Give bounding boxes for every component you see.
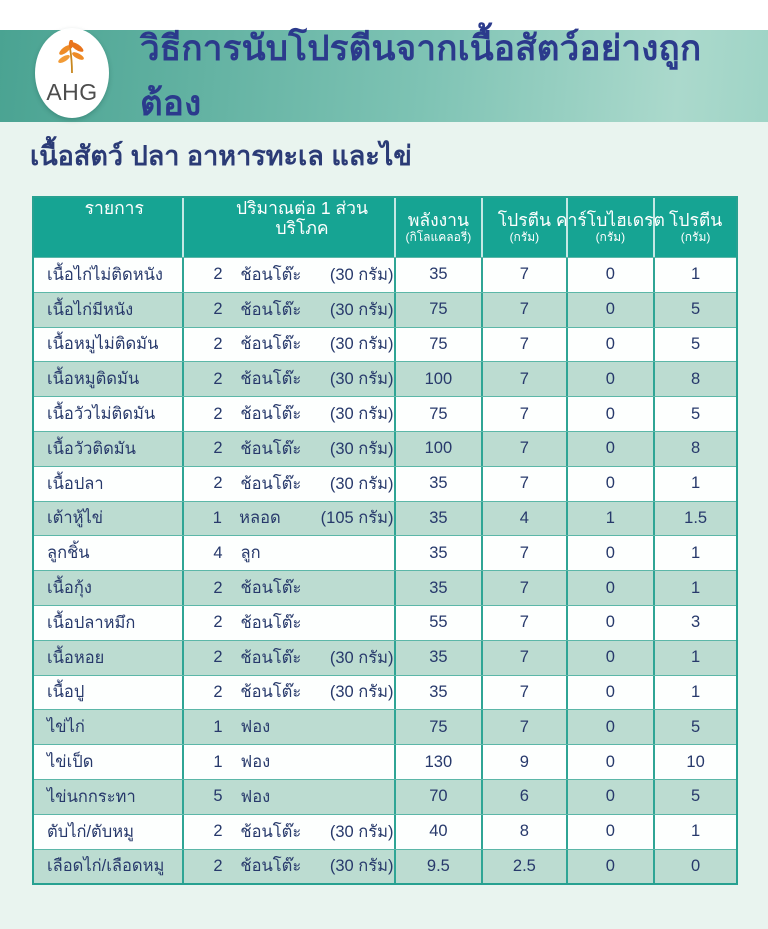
- energy-value: 130: [396, 745, 484, 779]
- serving-qty: 1: [213, 717, 223, 736]
- carb-value: 0: [568, 293, 656, 327]
- col-header-carbohydrate: [555, 198, 665, 257]
- serving-cell: [184, 571, 396, 605]
- protein-value: 7: [483, 641, 567, 675]
- protein-value: 7: [483, 606, 567, 640]
- serving-qty: 2: [213, 822, 223, 841]
- energy-value: 100: [396, 362, 484, 396]
- wheat-sprig-icon: [54, 40, 90, 79]
- fat-value: 1: [691, 822, 701, 841]
- serving-cell: [184, 676, 396, 710]
- serving-note: (30 กรัม): [329, 439, 394, 458]
- table-row: [34, 709, 736, 744]
- item-name: เนื้อปลาหมึก: [34, 606, 184, 640]
- serving-unit: ช้อนโต๊ะ: [240, 335, 302, 354]
- carb-value: 0: [568, 571, 656, 605]
- col-header-unit: (กิโลแคลอรี่): [405, 230, 472, 245]
- fat-value: 5: [691, 787, 701, 806]
- item-name: ลูกชิ้น: [34, 536, 184, 570]
- fat-value: 5: [691, 334, 701, 353]
- serving-unit: ช้อนโต๊ะ: [240, 579, 302, 598]
- item-name: ตับไก่/ตับหมู: [34, 815, 184, 849]
- energy-value: 75: [396, 710, 484, 744]
- serving-unit: ช้อนโต๊ะ: [240, 300, 302, 319]
- item-name: เต้าหู้ไข่: [34, 502, 184, 536]
- serving-note: (30 กรัม): [329, 474, 394, 493]
- item-name: เนื้อปลา: [34, 467, 184, 501]
- serving-cell: [184, 258, 396, 292]
- protein-value: 8: [483, 815, 567, 849]
- energy-value: 35: [396, 258, 484, 292]
- serving-qty: 5: [213, 787, 223, 806]
- serving-qty: 2: [213, 474, 223, 493]
- protein-table: [32, 196, 738, 885]
- protein-value: 7: [483, 432, 567, 466]
- carb-value: 0: [568, 710, 656, 744]
- serving-cell: [184, 606, 396, 640]
- item-name: เลือดไก่/เลือดหมู: [34, 850, 184, 884]
- protein-value: 9: [483, 745, 567, 779]
- serving-unit: ช้อนโต๊ะ: [240, 439, 302, 458]
- serving-qty: 2: [213, 439, 223, 458]
- table-row: [34, 396, 736, 431]
- serving-note: (30 กรัม): [329, 300, 394, 319]
- energy-value: 75: [396, 397, 484, 431]
- serving-cell: [184, 397, 396, 431]
- serving-unit: ลูก: [240, 544, 261, 563]
- energy-value: 35: [396, 571, 484, 605]
- item-name: เนื้อกุ้ง: [34, 571, 184, 605]
- carb-value: 0: [568, 815, 656, 849]
- energy-value: 35: [396, 502, 484, 536]
- energy-value: 9.5: [396, 850, 484, 884]
- col-header-label: โปรตีน: [497, 210, 551, 231]
- carb-value: 0: [568, 606, 656, 640]
- carb-value: 0: [568, 432, 656, 466]
- protein-value: 7: [483, 362, 567, 396]
- serving-qty: 2: [213, 404, 223, 423]
- item-name: เนื้อปู: [34, 676, 184, 710]
- carb-value: 1: [568, 502, 656, 536]
- energy-value: 55: [396, 606, 484, 640]
- protein-value: 7: [483, 258, 567, 292]
- protein-value: 7: [483, 571, 567, 605]
- carb-value: 0: [568, 258, 656, 292]
- table-row: [34, 744, 736, 779]
- fat-value: 1: [691, 265, 701, 284]
- fat-value: 3: [691, 613, 701, 632]
- fat-value: 1: [691, 682, 701, 701]
- serving-qty: 2: [213, 578, 223, 597]
- serving-unit: ช้อนโต๊ะ: [240, 822, 302, 841]
- col-header-energy: [396, 198, 484, 257]
- energy-value: 35: [396, 641, 484, 675]
- serving-cell: [184, 536, 396, 570]
- serving-cell: [184, 502, 396, 536]
- protein-value: 7: [483, 710, 567, 744]
- table-row: [34, 257, 736, 292]
- serving-qty: 2: [213, 648, 223, 667]
- serving-note: (30 กรัม): [329, 405, 394, 424]
- energy-value: 35: [396, 467, 484, 501]
- col-header-label: รายการ: [84, 198, 144, 218]
- table-row: [34, 501, 736, 536]
- serving-unit: หลอด: [239, 509, 281, 528]
- item-name: ไข่ไก่: [34, 710, 184, 744]
- energy-value: 70: [396, 780, 484, 814]
- serving-cell: [184, 815, 396, 849]
- serving-cell: [184, 432, 396, 466]
- serving-qty: 1: [213, 752, 223, 771]
- section-subtitle: เนื้อสัตว์ ปลา อาหารทะเล และไข่: [30, 141, 412, 171]
- serving-qty: 2: [213, 334, 223, 353]
- serving-unit: ช้อนโต๊ะ: [240, 857, 302, 876]
- energy-value: 35: [396, 536, 484, 570]
- col-header-unit: (กรัม): [595, 230, 626, 245]
- col-header-unit: (กรัม): [509, 230, 540, 245]
- serving-note: (105 กรัม): [320, 509, 394, 528]
- table-row: [34, 431, 736, 466]
- fat-value: 1.5: [684, 508, 708, 527]
- fat-value: 8: [691, 439, 701, 458]
- serving-note: (30 กรัม): [329, 683, 394, 702]
- serving-qty: 1: [212, 508, 222, 527]
- table-row: [34, 361, 736, 396]
- serving-note: (30 กรัม): [329, 822, 394, 841]
- serving-cell: [184, 362, 396, 396]
- col-header-serving: [184, 198, 396, 257]
- table-header-row: [34, 198, 736, 257]
- serving-cell: [184, 850, 396, 884]
- serving-cell: [184, 467, 396, 501]
- col-header-protein: [483, 198, 567, 257]
- col-header-unit: (กรัม): [680, 230, 711, 245]
- table-row: [34, 849, 736, 884]
- serving-note: (30 กรัม): [329, 335, 394, 354]
- item-name: ไข่นกกระทา: [34, 780, 184, 814]
- fat-value: 10: [686, 752, 705, 771]
- col-header-label: ปริมาณต่อ 1 ส่วนบริโภค: [236, 198, 368, 239]
- serving-qty: 2: [213, 300, 223, 319]
- carb-value: 0: [568, 641, 656, 675]
- serving-unit: ช้อนโต๊ะ: [240, 474, 302, 493]
- table-row: [34, 675, 736, 710]
- col-header-label: โปรตีน: [668, 210, 723, 231]
- energy-value: 75: [396, 328, 484, 362]
- energy-value: 40: [396, 815, 484, 849]
- serving-qty: 2: [213, 682, 223, 701]
- item-name: เนื้อวัวติดมัน: [34, 432, 184, 466]
- serving-note: (30 กรัม): [329, 648, 394, 667]
- serving-cell: [184, 328, 396, 362]
- ahg-logo: [35, 28, 109, 118]
- energy-value: 35: [396, 676, 484, 710]
- serving-unit: ฟอง: [240, 787, 271, 806]
- serving-note: (30 กรัม): [329, 265, 394, 284]
- fat-value: 5: [691, 300, 701, 319]
- serving-unit: ฟอง: [240, 753, 271, 772]
- protein-value: 7: [483, 397, 567, 431]
- carb-value: 0: [568, 397, 656, 431]
- fat-value: 1: [691, 474, 701, 493]
- energy-value: 75: [396, 293, 484, 327]
- table-row: [34, 640, 736, 675]
- serving-unit: ช้อนโต๊ะ: [240, 648, 302, 667]
- carb-value: 0: [568, 745, 656, 779]
- protein-value: 4: [483, 502, 567, 536]
- fat-value: 5: [691, 404, 701, 423]
- protein-value: 7: [483, 328, 567, 362]
- fat-value: 1: [691, 578, 701, 597]
- table-row: [34, 327, 736, 362]
- table-body: [34, 257, 736, 883]
- serving-qty: 4: [213, 543, 223, 562]
- carb-value: 0: [568, 850, 656, 884]
- col-header-item: [34, 198, 184, 257]
- carb-value: 0: [568, 780, 656, 814]
- carb-value: 0: [568, 676, 656, 710]
- fat-value: 1: [691, 648, 701, 667]
- serving-cell: [184, 293, 396, 327]
- protein-value: 7: [483, 467, 567, 501]
- item-name: เนื้อหอย: [34, 641, 184, 675]
- carb-value: 0: [568, 328, 656, 362]
- col-header-label: พลังงาน: [407, 210, 469, 231]
- protein-value: 7: [483, 536, 567, 570]
- fat-value: 8: [691, 369, 701, 388]
- fat-value: 1: [691, 543, 701, 562]
- item-name: เนื้อหมูติดมัน: [34, 362, 184, 396]
- table-row: [34, 605, 736, 640]
- item-name: เนื้อวัวไม่ติดมัน: [34, 397, 184, 431]
- fat-value: 5: [691, 717, 701, 736]
- serving-qty: 2: [213, 265, 223, 284]
- table-row: [34, 779, 736, 814]
- serving-note: (30 กรัม): [329, 370, 394, 389]
- serving-cell: [184, 641, 396, 675]
- serving-cell: [184, 780, 396, 814]
- item-name: ไข่เป็ด: [34, 745, 184, 779]
- serving-unit: ช้อนโต๊ะ: [240, 405, 302, 424]
- serving-unit: ช้อนโต๊ะ: [240, 683, 302, 702]
- table-row: [34, 570, 736, 605]
- serving-qty: 2: [213, 613, 223, 632]
- serving-unit: ช้อนโต๊ะ: [240, 265, 302, 284]
- protein-value: 2.5: [483, 850, 567, 884]
- table-row: [34, 292, 736, 327]
- fat-value: 0: [691, 856, 701, 875]
- carb-value: 0: [568, 536, 656, 570]
- logo-text: AHG: [46, 79, 98, 105]
- serving-cell: [184, 745, 396, 779]
- protein-value: 6: [483, 780, 567, 814]
- serving-note: (30 กรัม): [329, 857, 394, 876]
- item-name: เนื้อไก่ไม่ติดหนัง: [34, 258, 184, 292]
- energy-value: 100: [396, 432, 484, 466]
- item-name: เนื้อไก่มีหนัง: [34, 293, 184, 327]
- table-row: [34, 814, 736, 849]
- carb-value: 0: [568, 362, 656, 396]
- page-title: วิธีการนับโปรตีนจากเนื้อสัตว์อย่างถูกต้อง: [140, 29, 702, 123]
- col-header-label: คาร์โบไฮเดรต: [555, 210, 665, 231]
- serving-qty: 2: [213, 856, 223, 875]
- carb-value: 0: [568, 467, 656, 501]
- serving-cell: [184, 710, 396, 744]
- item-name: เนื้อหมูไม่ติดมัน: [34, 328, 184, 362]
- protein-value: 7: [483, 293, 567, 327]
- table-row: [34, 535, 736, 570]
- col-header-fat: [655, 198, 736, 257]
- serving-qty: 2: [213, 369, 223, 388]
- protein-value: 7: [483, 676, 567, 710]
- serving-unit: ฟอง: [240, 718, 271, 737]
- serving-unit: ช้อนโต๊ะ: [240, 370, 302, 389]
- serving-unit: ช้อนโต๊ะ: [240, 613, 302, 632]
- table-row: [34, 466, 736, 501]
